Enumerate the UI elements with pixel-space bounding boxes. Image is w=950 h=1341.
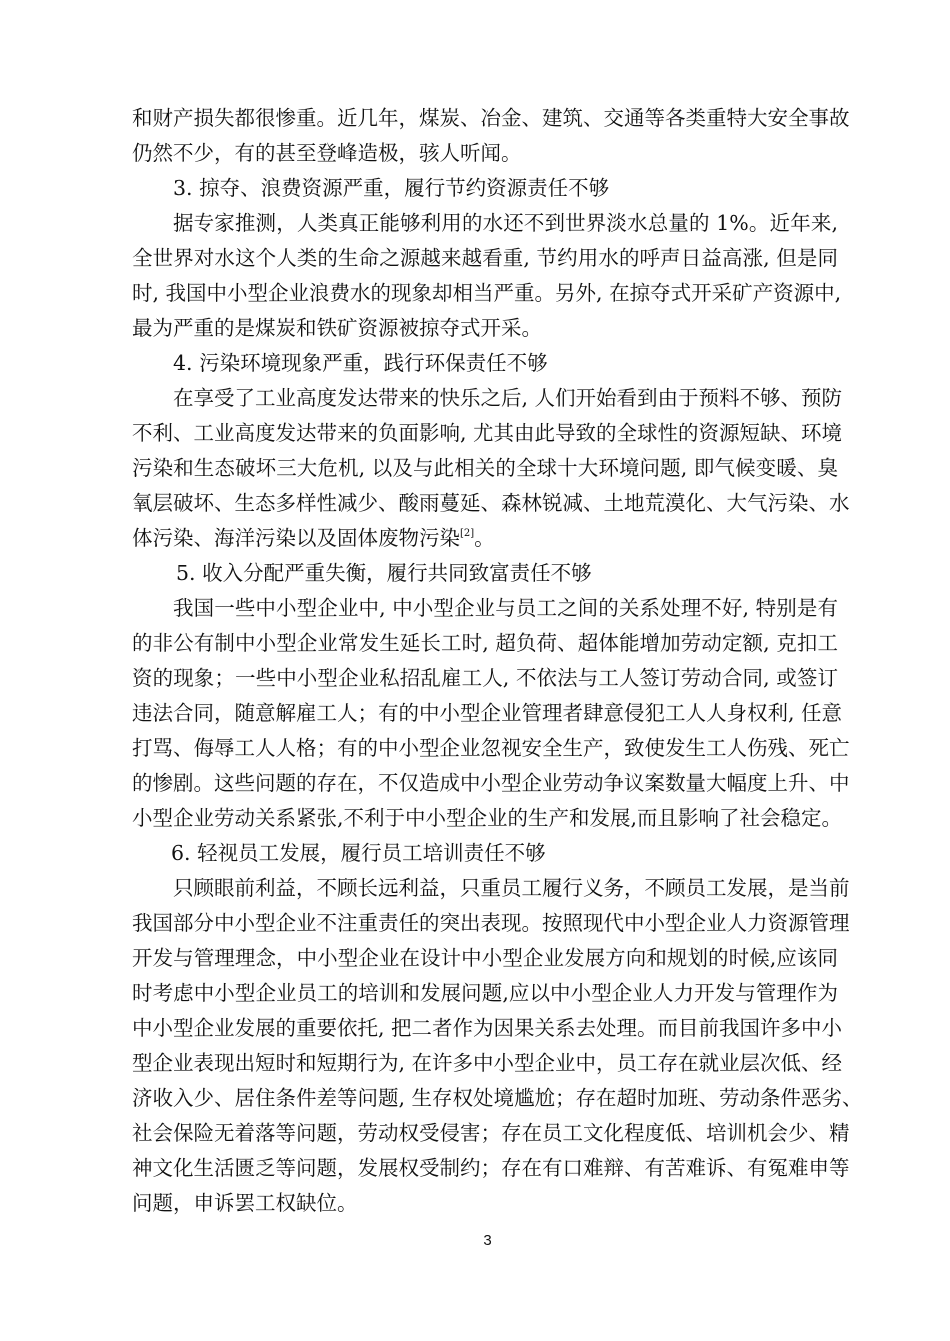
body-line: 氧层破坏、生态多样性减少、酸雨蔓延、森林锐减、土地荒漠化、大气污染、水 xyxy=(132,491,850,515)
body-line: 据专家推测，人类真正能够利用的水还不到世界淡水总量的 1%。近年来, xyxy=(173,211,838,235)
body-line: 最为严重的是煤炭和铁矿资源被掠夺式开采。 xyxy=(132,316,542,340)
body-line: 小型企业劳动关系紧张,不利于中小型企业的生产和发展,而且影响了社会稳定。 xyxy=(132,806,843,830)
body-line: 时, 我国中小型企业浪费水的现象却相当严重。另外, 在掠夺式开采矿产资源中, xyxy=(132,281,842,305)
body-line: 社会保险无着落等问题，劳动权受侵害；存在员工文化程度低、培训机会少、精 xyxy=(132,1121,850,1145)
body-line: 和财产损失都很惨重。近几年，煤炭、冶金、建筑、交通等各类重特大安全事故 xyxy=(132,106,850,130)
body-line: 在享受了工业高度发达带来的快乐之后, 人们开始看到由于预料不够、预防 xyxy=(173,386,843,410)
page-number: 3 xyxy=(483,1232,492,1249)
section-heading: 5. 收入分配严重失衡，履行共同致富责任不够 xyxy=(176,561,592,585)
body-line: 开发与管理理念，中小型企业在设计中小型企业发展方向和规划的时候,应该同 xyxy=(132,946,838,970)
body-line: 仍然不少，有的甚至登峰造极，骇人听闻。 xyxy=(132,141,522,165)
body-line: 神文化生活匮乏等问题，发展权受制约；存在有口难辩、有苦难诉、有冤难申等 xyxy=(132,1156,850,1180)
section-heading: 6. 轻视员工发展，履行员工培训责任不够 xyxy=(171,841,546,865)
body-line: 我国部分中小型企业不注重责任的突出表现。按照现代中小型企业人力资源管理 xyxy=(132,911,850,935)
body-line-text: 体污染、海洋污染以及固体废物污染 xyxy=(132,526,460,550)
body-line: 打骂、侮辱工人人格；有的中小型企业忽视安全生产，致使发生工人伤残、死亡 xyxy=(132,736,850,760)
body-line: 的非公有制中小型企业常发生延长工时, 超负荷、超体能增加劳动定额, 克扣工 xyxy=(132,631,838,655)
section-heading: 3. 掠夺、浪费资源严重，履行节约资源责任不够 xyxy=(173,176,610,200)
body-line-with-citation xyxy=(132,523,838,553)
body-line: 时考虑中小型企业员工的培训和发展问题,应以中小型企业人力开发与管理作为 xyxy=(132,981,838,1005)
line-end-punct: 。 xyxy=(474,526,495,550)
body-line: 济收入少、居住条件差等问题, 生存权处境尴尬；存在超时加班、劳动条件恶劣、 xyxy=(132,1086,863,1110)
body-line: 不利、工业高度发达带来的负面影响, 尤其由此导致的全球性的资源短缺、环境 xyxy=(132,421,843,445)
body-line: 资的现象；一些中小型企业私招乱雇工人, 不依法与工人签订劳动合同, 或签订 xyxy=(132,666,838,690)
body-line: 违法合同，随意解雇工人；有的中小型企业管理者肆意侵犯工人人身权利, 任意 xyxy=(132,701,843,725)
body-line: 的惨剧。这些问题的存在，不仅造成中小型企业劳动争议案数量大幅度上升、中 xyxy=(132,771,850,795)
body-line: 问题，申诉罢工权缺位。 xyxy=(132,1191,358,1215)
body-line: 型企业表现出短时和短期行为, 在许多中小型企业中，员工存在就业层次低、经 xyxy=(132,1051,843,1075)
section-heading: 4. 污染环境现象严重，践行环保责任不够 xyxy=(173,351,548,375)
body-line: 中小型企业发展的重要依托, 把二者作为因果关系去处理。而目前我国许多中小 xyxy=(132,1016,843,1040)
body-line: 污染和生态破坏三大危机, 以及与此相关的全球十大环境问题, 即气候变暖、臭 xyxy=(132,456,838,480)
body-line: 全世界对水这个人类的生命之源越来越看重, 节约用水的呼声日益高涨, 但是同 xyxy=(132,246,838,270)
body-line: 我国一些中小型企业中, 中小型企业与员工之间的关系处理不好, 特别是有 xyxy=(173,596,838,620)
citation-marker: [2] xyxy=(460,528,475,539)
body-line: 只顾眼前利益，不顾长远利益，只重员工履行义务，不顾员工发展，是当前 xyxy=(173,876,850,900)
